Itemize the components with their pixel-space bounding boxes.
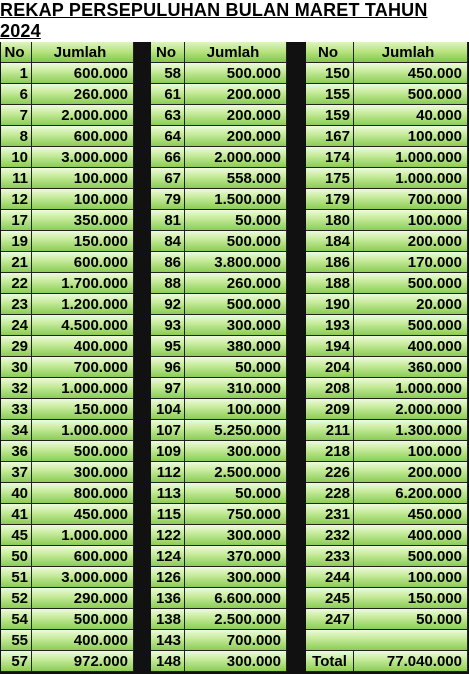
amount-cell[interactable]: 50.000 [185,357,287,378]
table-row [1,63,134,84]
row-number-cell[interactable]: 45 [1,525,32,546]
row-number-cell[interactable]: 174 [306,147,354,168]
row-number-cell[interactable]: 36 [1,441,32,462]
row-number-cell[interactable]: 95 [151,336,185,357]
row-number-cell[interactable]: 6 [1,84,32,105]
row-number-cell[interactable]: 193 [306,315,354,336]
table-row [1,252,134,273]
header-row [151,42,287,63]
row-number-cell[interactable]: 88 [151,273,185,294]
table-row [1,210,134,231]
table-row [306,147,468,168]
row-number-cell[interactable]: 136 [151,588,185,609]
amount-cell[interactable]: 100.000 [32,168,134,189]
amount-cell[interactable]: 260.000 [32,84,134,105]
row-number-cell[interactable]: 126 [151,567,185,588]
table-row [151,210,287,231]
row-number-cell[interactable]: 33 [1,399,32,420]
row-number-cell[interactable]: 109 [151,441,185,462]
amount-cell[interactable]: 450.000 [354,504,468,525]
table-row [1,84,134,105]
amount-cell[interactable]: 300.000 [32,462,134,483]
table-row [1,462,134,483]
table-row [1,630,134,651]
amount-cell[interactable]: 200.000 [185,126,287,147]
table-row [306,483,468,504]
table-row [1,546,134,567]
table-row [151,273,287,294]
row-number-cell[interactable]: 66 [151,147,185,168]
table-row [1,525,134,546]
table-row [306,273,468,294]
amount-cell[interactable]: 1.000.000 [354,147,468,168]
amount-cell[interactable]: 2.500.000 [185,462,287,483]
amount-cell[interactable]: 200.000 [354,231,468,252]
amount-cell[interactable]: 500.000 [354,315,468,336]
row-number-cell[interactable]: 150 [306,63,354,84]
table-row [151,189,287,210]
row-number-cell[interactable]: 138 [151,609,185,630]
header-amount[interactable]: Jumlah [354,42,468,63]
row-number-cell[interactable]: 81 [151,210,185,231]
table-row [1,231,134,252]
table-row [306,63,468,84]
row-number-cell[interactable]: 155 [306,84,354,105]
amount-cell[interactable]: 500.000 [185,294,287,315]
amount-cell[interactable]: 500.000 [32,609,134,630]
table-row [151,105,287,126]
table-row [151,567,287,588]
amount-cell[interactable]: 100.000 [354,567,468,588]
table-row [306,168,468,189]
row-number-cell[interactable]: 112 [151,462,185,483]
table-row [151,504,287,525]
amount-cell[interactable]: 500.000 [354,84,468,105]
amount-cell[interactable]: 1.700.000 [32,273,134,294]
amount-cell[interactable]: 100.000 [354,441,468,462]
row-number-cell[interactable]: 57 [1,651,32,672]
table-row [1,483,134,504]
row-number-cell[interactable]: 40 [1,483,32,504]
row-number-cell[interactable]: 204 [306,357,354,378]
row-number-cell[interactable]: 209 [306,399,354,420]
table-row [1,294,134,315]
row-number-cell[interactable]: 23 [1,294,32,315]
header-row [306,42,468,63]
table-row [306,399,468,420]
amount-cell[interactable]: 150.000 [32,231,134,252]
table-row [306,609,468,630]
total-label[interactable]: Total [306,651,354,672]
amount-cell[interactable]: 450.000 [32,504,134,525]
table-row [151,63,287,84]
table-row [1,126,134,147]
amount-cell[interactable]: 300.000 [185,525,287,546]
table-row [306,567,468,588]
amount-cell[interactable]: 50.000 [185,483,287,504]
table-row [1,336,134,357]
amount-cell[interactable]: 700.000 [185,630,287,651]
row-number-cell[interactable]: 232 [306,525,354,546]
table-row [306,420,468,441]
amount-cell[interactable]: 100.000 [185,399,287,420]
table-row [151,168,287,189]
row-number-cell[interactable]: 218 [306,441,354,462]
row-number-cell[interactable]: 10 [1,147,32,168]
row-number-cell[interactable]: 55 [1,630,32,651]
amount-cell[interactable]: 1.000.000 [32,378,134,399]
amount-cell[interactable]: 300.000 [185,567,287,588]
row-number-cell[interactable]: 11 [1,168,32,189]
amount-cell[interactable]: 380.000 [185,336,287,357]
total-row [306,651,468,672]
row-number-cell[interactable]: 231 [306,504,354,525]
table-row [151,462,287,483]
table-row [306,231,468,252]
total-amount[interactable]: 77.040.000 [354,651,468,672]
table-row [306,84,468,105]
amount-cell[interactable]: 972.000 [32,651,134,672]
amount-cell[interactable]: 450.000 [354,63,468,84]
row-number-cell[interactable]: 194 [306,336,354,357]
amount-cell[interactable]: 200.000 [185,84,287,105]
amount-cell[interactable]: 700.000 [354,189,468,210]
blank-cell[interactable] [306,630,468,651]
row-number-cell[interactable]: 24 [1,315,32,336]
amount-cell[interactable]: 1.000.000 [32,525,134,546]
row-number-cell[interactable]: 148 [151,651,185,672]
row-number-cell[interactable]: 167 [306,126,354,147]
amount-cell[interactable]: 100.000 [354,210,468,231]
amount-cell[interactable]: 260.000 [185,273,287,294]
row-number-cell[interactable]: 1 [1,63,32,84]
table-row [151,294,287,315]
row-number-cell[interactable]: 226 [306,462,354,483]
amount-cell[interactable]: 400.000 [354,336,468,357]
row-number-cell[interactable]: 104 [151,399,185,420]
amount-cell[interactable]: 1.000.000 [354,378,468,399]
row-number-cell[interactable]: 96 [151,357,185,378]
amount-cell[interactable]: 370.000 [185,546,287,567]
amount-cell[interactable]: 40.000 [354,105,468,126]
amount-cell[interactable]: 500.000 [185,63,287,84]
header-no[interactable]: No [1,42,32,63]
table-row [1,189,134,210]
table-row [151,336,287,357]
row-number-cell[interactable]: 7 [1,105,32,126]
table-row [1,105,134,126]
data-grid [0,42,469,674]
table-row [306,210,468,231]
table-row [306,105,468,126]
amount-cell[interactable]: 200.000 [185,105,287,126]
table-row [306,462,468,483]
table-row [306,378,468,399]
table-row [1,588,134,609]
row-number-cell[interactable]: 208 [306,378,354,399]
row-number-cell[interactable]: 113 [151,483,185,504]
row-number-cell[interactable]: 30 [1,357,32,378]
amount-cell[interactable]: 350.000 [32,210,134,231]
table-row [306,189,468,210]
row-number-cell[interactable]: 124 [151,546,185,567]
table-row [1,315,134,336]
row-number-cell[interactable]: 51 [1,567,32,588]
column-block-3 [306,42,468,674]
sheet-title: REKAP PERSEPULUHAN BULAN MARET TAHUN 2024 [0,0,469,42]
header-row [1,42,134,63]
amount-cell[interactable]: 400.000 [32,630,134,651]
row-number-cell[interactable]: 52 [1,588,32,609]
row-number-cell[interactable]: 233 [306,546,354,567]
table-row [306,252,468,273]
table-row [151,420,287,441]
amount-cell[interactable]: 4.500.000 [32,315,134,336]
amount-cell[interactable]: 6.600.000 [185,588,287,609]
amount-cell[interactable]: 2.000.000 [32,105,134,126]
table-row [151,588,287,609]
row-number-cell[interactable]: 86 [151,252,185,273]
row-number-cell[interactable]: 211 [306,420,354,441]
amount-cell[interactable]: 100.000 [32,189,134,210]
row-number-cell[interactable]: 58 [151,63,185,84]
amount-cell[interactable]: 1.300.000 [354,420,468,441]
amount-cell[interactable]: 750.000 [185,504,287,525]
column-block-2 [151,42,287,674]
row-number-cell[interactable]: 184 [306,231,354,252]
row-number-cell[interactable]: 179 [306,189,354,210]
amount-cell[interactable]: 3.800.000 [185,252,287,273]
table-row [1,420,134,441]
amount-cell[interactable]: 6.200.000 [354,483,468,504]
row-number-cell[interactable]: 54 [1,609,32,630]
amount-cell[interactable]: 300.000 [185,651,287,672]
table-row [1,357,134,378]
row-number-cell[interactable]: 175 [306,168,354,189]
row-number-cell[interactable]: 122 [151,525,185,546]
header-no[interactable]: No [306,42,354,63]
amount-cell[interactable]: 50.000 [354,609,468,630]
amount-cell[interactable]: 5.250.000 [185,420,287,441]
table-row [1,273,134,294]
amount-cell[interactable]: 600.000 [32,126,134,147]
table-row [1,567,134,588]
row-number-cell[interactable]: 244 [306,567,354,588]
amount-cell[interactable]: 3.000.000 [32,567,134,588]
row-number-cell[interactable]: 67 [151,168,185,189]
table-row [306,294,468,315]
table-row [1,441,134,462]
amount-cell[interactable]: 20.000 [354,294,468,315]
row-number-cell[interactable]: 143 [151,630,185,651]
row-number-cell[interactable]: 93 [151,315,185,336]
table-row [1,168,134,189]
row-number-cell[interactable]: 63 [151,105,185,126]
amount-cell[interactable]: 170.000 [354,252,468,273]
table-row [306,546,468,567]
amount-cell[interactable]: 3.000.000 [32,147,134,168]
amount-cell[interactable]: 150.000 [32,399,134,420]
table-row [306,357,468,378]
amount-cell[interactable]: 500.000 [354,273,468,294]
row-number-cell[interactable]: 32 [1,378,32,399]
row-number-cell[interactable]: 84 [151,231,185,252]
row-number-cell[interactable]: 92 [151,294,185,315]
amount-cell[interactable]: 700.000 [32,357,134,378]
amount-cell[interactable]: 558.000 [185,168,287,189]
row-number-cell[interactable]: 61 [151,84,185,105]
amount-cell[interactable]: 500.000 [185,231,287,252]
table-row [1,609,134,630]
amount-cell[interactable]: 310.000 [185,378,287,399]
amount-cell[interactable]: 800.000 [32,483,134,504]
amount-cell[interactable]: 300.000 [185,315,287,336]
amount-cell[interactable]: 400.000 [354,525,468,546]
amount-cell[interactable]: 1.500.000 [185,189,287,210]
row-number-cell[interactable]: 188 [306,273,354,294]
amount-cell[interactable]: 100.000 [354,126,468,147]
column-block-1 [1,42,134,674]
amount-cell[interactable]: 290.000 [32,588,134,609]
table-row [1,378,134,399]
table-row [151,315,287,336]
row-number-cell[interactable]: 8 [1,126,32,147]
amount-cell[interactable]: 1.000.000 [32,420,134,441]
table-row [306,525,468,546]
table-row [151,483,287,504]
table-row [151,378,287,399]
row-number-cell[interactable]: 159 [306,105,354,126]
amount-cell[interactable]: 2.500.000 [185,609,287,630]
header-amount[interactable]: Jumlah [185,42,287,63]
amount-cell[interactable]: 600.000 [32,252,134,273]
table-row [151,126,287,147]
row-number-cell[interactable]: 17 [1,210,32,231]
row-number-cell[interactable]: 12 [1,189,32,210]
row-number-cell[interactable]: 21 [1,252,32,273]
amount-cell[interactable]: 2.000.000 [185,147,287,168]
table-row [306,588,468,609]
row-number-cell[interactable]: 50 [1,546,32,567]
amount-cell[interactable]: 150.000 [354,588,468,609]
row-number-cell[interactable]: 180 [306,210,354,231]
table-row [151,546,287,567]
table-row [1,147,134,168]
amount-cell[interactable]: 600.000 [32,546,134,567]
amount-cell[interactable]: 600.000 [32,63,134,84]
table-row [1,651,134,672]
row-number-cell[interactable]: 29 [1,336,32,357]
table-row [306,504,468,525]
header-amount[interactable]: Jumlah [32,42,134,63]
row-number-cell[interactable]: 19 [1,231,32,252]
row-number-cell[interactable]: 228 [306,483,354,504]
row-number-cell[interactable]: 245 [306,588,354,609]
amount-cell[interactable]: 360.000 [354,357,468,378]
amount-cell[interactable]: 50.000 [185,210,287,231]
row-number-cell[interactable]: 41 [1,504,32,525]
table-row [306,441,468,462]
table-row [151,357,287,378]
table-row [306,126,468,147]
table-row [151,147,287,168]
amount-cell[interactable]: 500.000 [32,441,134,462]
table-row [151,399,287,420]
row-number-cell[interactable]: 64 [151,126,185,147]
table-row [151,441,287,462]
table-row [151,252,287,273]
amount-cell[interactable]: 1.000.000 [354,168,468,189]
row-number-cell[interactable]: 247 [306,609,354,630]
row-number-cell[interactable]: 97 [151,378,185,399]
blank-row [306,630,468,651]
row-number-cell[interactable]: 190 [306,294,354,315]
amount-cell[interactable]: 300.000 [185,441,287,462]
amount-cell[interactable]: 1.200.000 [32,294,134,315]
header-no[interactable]: No [151,42,185,63]
row-number-cell[interactable]: 34 [1,420,32,441]
amount-cell[interactable]: 500.000 [354,546,468,567]
row-number-cell[interactable]: 22 [1,273,32,294]
row-number-cell[interactable]: 115 [151,504,185,525]
amount-cell[interactable]: 2.000.000 [354,399,468,420]
table-row [1,504,134,525]
table-row [151,525,287,546]
table-row [151,630,287,651]
table-row [306,336,468,357]
table-row [151,651,287,672]
amount-cell[interactable]: 400.000 [32,336,134,357]
table-row [151,84,287,105]
table-row [151,231,287,252]
table-row [306,315,468,336]
row-number-cell[interactable]: 186 [306,252,354,273]
table-row [151,609,287,630]
row-number-cell[interactable]: 107 [151,420,185,441]
table-row [1,399,134,420]
row-number-cell[interactable]: 79 [151,189,185,210]
row-number-cell[interactable]: 37 [1,462,32,483]
amount-cell[interactable]: 200.000 [354,462,468,483]
